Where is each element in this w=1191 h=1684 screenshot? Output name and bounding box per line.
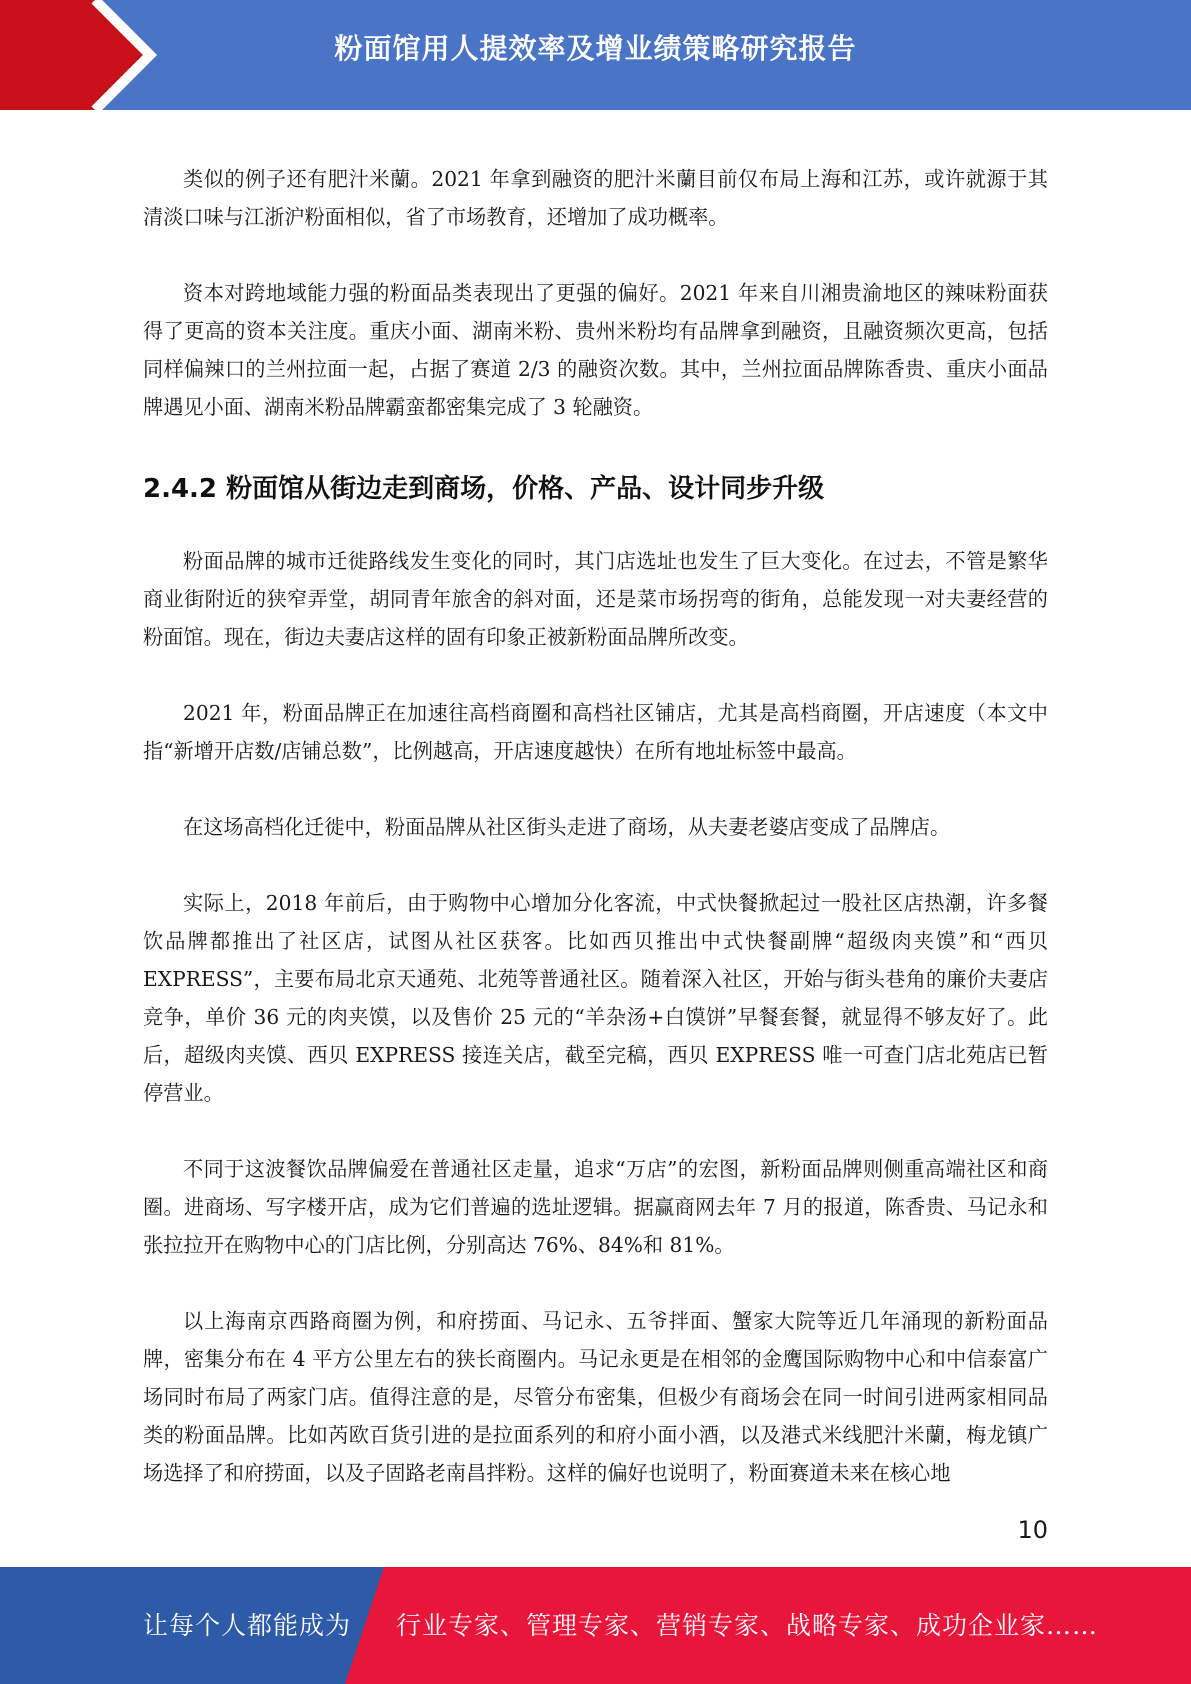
section-heading: 2.4.2 粉面馆从街边走到商场，价格、产品、设计同步升级 <box>143 474 825 504</box>
paragraph: 粉面品牌的城市迁徙路线发生变化的同时，其门店选址也发生了巨大变化。在过去，不管是繁华商业街附近的狭窄弄堂，胡同青年旅舍的斜对面，还是菜市场拐弯的街角，总能发现一对夫妻经营的粉面馆。现在，街边夫妻店这样的固有印象正被新粉面品牌所改变。 <box>143 549 1048 649</box>
article-body <box>143 160 1048 1530</box>
report-title: 粉面馆用人提效率及增业绩策略研究报告 <box>334 32 857 65</box>
footer-slogan-left: 让每个人都能成为 <box>143 1611 352 1640</box>
paragraph: 2021 年，粉面品牌正在加速往高档商圈和高档社区铺店，尤其是高档商圈，开店速度（本文中指“新增开店数/店铺总数”，比例越高，开店速度越快）在所有地址标签中最高。 <box>143 701 1048 763</box>
page-footer <box>0 1567 1191 1684</box>
paragraph: 不同于这波餐饮品牌偏爱在普通社区走量，追求“万店”的宏图，新粉面品牌则侧重高端社区和商圈。进商场、写字楼开店，成为它们普遍的选址逻辑。据赢商网去年 7 月的报道，陈香贵、马记永和张拉拉开在购物中心的门店比例，分别高达 76%、84%和 81%。 <box>143 1157 1048 1257</box>
page-number: 10 <box>1017 1516 1048 1544</box>
page-header <box>0 0 1191 110</box>
paragraph: 实际上，2018 年前后，由于购物中心增加分化客流，中式快餐掀起过一股社区店热潮，许多餐饮品牌都推出了社区店，试图从社区获客。比如西贝推出中式快餐副牌“超级肉夹馍”和“西贝 EXPRESS”，主要布局北京天通苑、北苑等普通社区。随着深入社区，开始与街头巷角的廉价夫妻店竞争，单价 36 元的肉夹馍，以及售价 25 元的“羊杂汤+白馍饼”早餐套餐，就显得不够友好了。此后，超级肉夹馍、西贝 EXPRESS 接连关店，截至完稿，西贝 EXPRESS 唯一可查门店北苑店已暂停营业。 <box>143 891 1048 1105</box>
paragraph: 资本对跨地域能力强的粉面品类表现出了更强的偏好。2021 年来自川湘贵渝地区的辣味粉面获得了更高的资本关注度。重庆小面、湖南米粉、贵州米粉均有品牌拿到融资，且融资频次更高，包括同样偏辣口的兰州拉面一起，占据了赛道 2/3 的融资次数。其中，兰州拉面品牌陈香贵、重庆小面品牌遇见小面、湖南米粉品牌霸蛮都密集完成了 3 轮融资。 <box>143 281 1048 419</box>
paragraph: 类似的例子还有肥汁米蘭。2021 年拿到融资的肥汁米蘭目前仅布局上海和江苏，或许就源于其清淡口味与江浙沪粉面相似，省了市场教育，还增加了成功概率。 <box>143 167 1048 229</box>
paragraph: 在这场高档化迁徙中，粉面品牌从社区街头走进了商场，从夫妻老婆店变成了品牌店。 <box>183 815 951 839</box>
footer-slogan-right: 行业专家、管理专家、营销专家、战略专家、成功企业家…… <box>396 1611 1099 1640</box>
paragraph: 以上海南京西路商圈为例，和府捞面、马记永、五爷拌面、蟹家大院等近几年涌现的新粉面品牌，密集分布在 4 平方公里左右的狭长商圈内。马记永更是在相邻的金鹰国际购物中心和中信泰富广场同时布局了两家门店。值得注意的是，尽管分布密集，但极少有商场会在同一时间引进两家相同品类的粉面品牌。比如芮欧百货引进的是拉面系列的和府小面小酒，以及港式米线肥汁米蘭，梅龙镇广场选择了和府捞面，以及子固路老南昌拌粉。这样的偏好也说明了，粉面赛道未来在核心地 <box>143 1309 1048 1485</box>
